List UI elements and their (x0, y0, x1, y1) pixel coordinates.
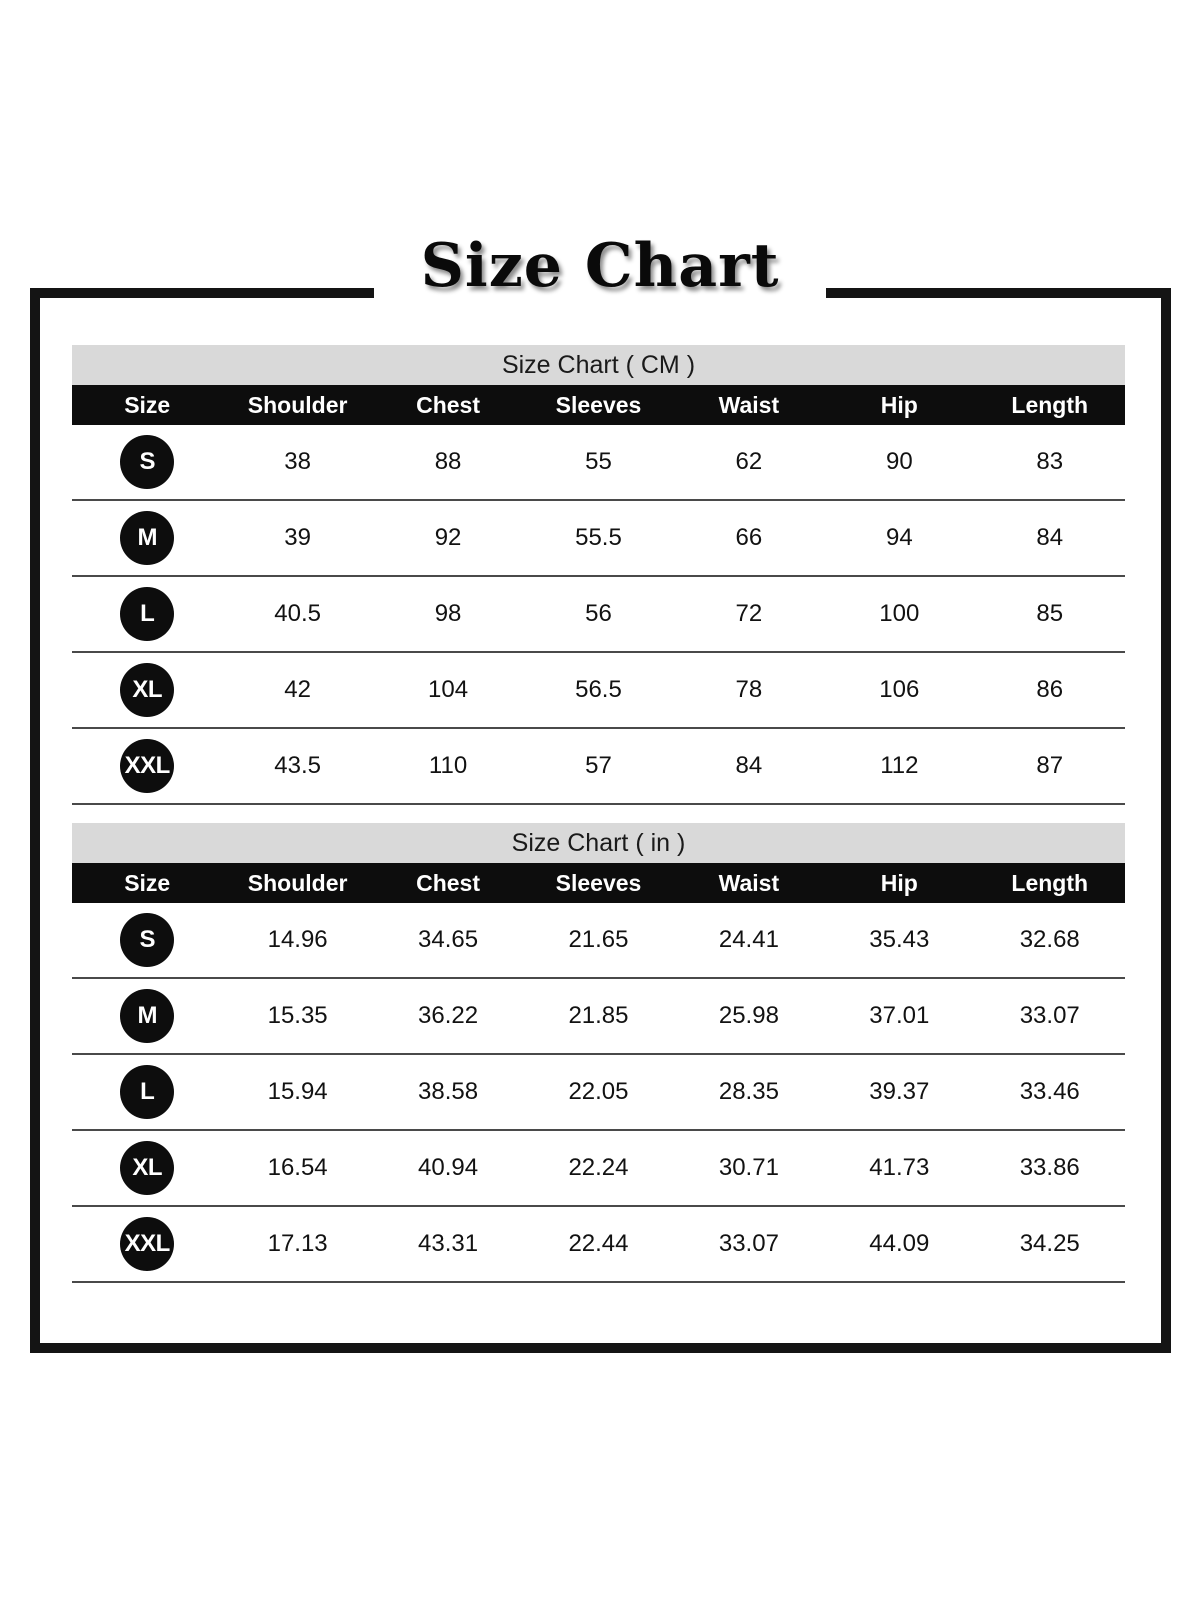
table-gap (72, 805, 1125, 823)
table-title-in: Size Chart ( in ) (72, 823, 1125, 863)
cell-sleeves: 22.24 (568, 1154, 629, 1181)
size-cell (72, 1055, 222, 1129)
table-title-cm: Size Chart ( CM ) (72, 345, 1125, 385)
cell-length: 33.46 (1019, 1078, 1080, 1105)
size-cell (72, 1131, 222, 1205)
size-badge: M (120, 511, 174, 565)
header-shoulder: Shoulder (247, 391, 348, 418)
cell-waist: 78 (735, 676, 763, 703)
cell-chest: 104 (428, 676, 469, 703)
cell-chest: 36.22 (418, 1002, 479, 1029)
cell-waist: 33.07 (718, 1230, 779, 1257)
cell-waist: 72 (735, 600, 763, 627)
cell-waist: 66 (735, 524, 763, 551)
cell-hip: 39.37 (869, 1078, 930, 1105)
cell-hip: 106 (879, 676, 920, 703)
size-cell (72, 501, 222, 575)
cell-hip: 112 (880, 752, 919, 779)
size-cell (72, 979, 222, 1053)
cell-shoulder: 16.54 (267, 1154, 328, 1181)
cell-shoulder: 40.5 (274, 600, 321, 627)
size-table-in (72, 823, 1125, 1283)
size-badge: M (120, 989, 174, 1043)
table-header-row (72, 863, 1125, 903)
cell-length: 87 (1036, 752, 1064, 779)
size-cell (72, 729, 222, 803)
table-row (72, 1131, 1125, 1207)
table-row (72, 425, 1125, 501)
size-cell (72, 1207, 222, 1281)
cell-waist: 25.98 (718, 1002, 779, 1029)
table-row (72, 729, 1125, 805)
page-title: Size Chart (374, 226, 826, 306)
size-cell (72, 903, 222, 977)
cell-shoulder: 43.5 (274, 752, 321, 779)
cell-length: 84 (1036, 524, 1064, 551)
cell-hip: 90 (885, 448, 913, 475)
table-row (72, 1055, 1125, 1131)
size-cell (72, 577, 222, 651)
cell-chest: 43.31 (418, 1230, 479, 1257)
cell-length: 32.68 (1019, 926, 1080, 953)
cell-waist: 24.41 (718, 926, 779, 953)
size-badge: S (120, 913, 174, 967)
table-row (72, 1207, 1125, 1283)
header-chest: Chest (416, 869, 480, 896)
cell-chest: 110 (428, 752, 468, 779)
cell-shoulder: 17.13 (267, 1230, 328, 1257)
header-length: Length (1011, 391, 1089, 418)
cell-chest: 88 (434, 448, 462, 475)
header-waist: Waist (718, 391, 780, 418)
header-hip: Hip (880, 391, 918, 418)
size-badge: XXL (120, 739, 174, 793)
size-badge: XL (120, 1141, 174, 1195)
cell-hip: 41.73 (869, 1154, 930, 1181)
header-shoulder: Shoulder (247, 869, 348, 896)
header-hip: Hip (880, 869, 918, 896)
cell-hip: 100 (879, 600, 920, 627)
table-row (72, 653, 1125, 729)
cell-length: 86 (1036, 676, 1064, 703)
cell-shoulder: 38 (284, 448, 311, 475)
header-length: Length (1011, 869, 1089, 896)
header-chest: Chest (416, 391, 480, 418)
size-table-cm (72, 345, 1125, 805)
table-row (72, 903, 1125, 979)
header-sleeves: Sleeves (555, 869, 642, 896)
table-row (72, 501, 1125, 577)
tables-container (72, 345, 1125, 1283)
cell-hip: 37.01 (869, 1002, 930, 1029)
cell-waist: 30.71 (718, 1154, 779, 1181)
size-cell (72, 653, 222, 727)
cell-hip: 44.09 (869, 1230, 930, 1257)
size-cell (72, 425, 222, 499)
size-badge: L (120, 1065, 174, 1119)
cell-waist: 62 (735, 448, 763, 475)
cell-chest: 40.94 (418, 1154, 479, 1181)
cell-chest: 34.65 (418, 926, 479, 953)
cell-sleeves: 22.05 (568, 1078, 629, 1105)
cell-chest: 98 (434, 600, 462, 627)
cell-sleeves: 57 (585, 752, 612, 779)
cell-waist: 28.35 (718, 1078, 779, 1105)
cell-length: 85 (1036, 600, 1064, 627)
table-header-row (72, 385, 1125, 425)
cell-sleeves: 56.5 (575, 676, 622, 703)
cell-chest: 92 (434, 524, 462, 551)
cell-length: 33.07 (1019, 1002, 1080, 1029)
cell-sleeves: 55.5 (575, 524, 622, 551)
cell-hip: 35.43 (869, 926, 930, 953)
cell-sleeves: 21.85 (568, 1002, 629, 1029)
cell-shoulder: 15.94 (267, 1078, 328, 1105)
cell-chest: 38.58 (418, 1078, 479, 1105)
header-size: Size (124, 869, 171, 896)
header-size: Size (124, 391, 171, 418)
table-row (72, 577, 1125, 653)
cell-sleeves: 55 (585, 448, 612, 475)
cell-sleeves: 56 (585, 600, 612, 627)
cell-shoulder: 42 (284, 676, 311, 703)
table-row (72, 979, 1125, 1055)
size-badge: XXL (120, 1217, 174, 1271)
cell-sleeves: 22.44 (568, 1230, 629, 1257)
cell-shoulder: 14.96 (267, 926, 328, 953)
cell-sleeves: 21.65 (568, 926, 629, 953)
cell-waist: 84 (735, 752, 763, 779)
cell-length: 33.86 (1019, 1154, 1080, 1181)
header-sleeves: Sleeves (555, 391, 642, 418)
cell-shoulder: 15.35 (267, 1002, 328, 1029)
cell-length: 34.25 (1019, 1230, 1080, 1257)
cell-hip: 94 (885, 524, 913, 551)
size-badge: L (120, 587, 174, 641)
size-badge: XL (120, 663, 174, 717)
size-badge: S (120, 435, 174, 489)
cell-shoulder: 39 (284, 524, 311, 551)
header-waist: Waist (718, 869, 780, 896)
cell-length: 83 (1036, 448, 1064, 475)
